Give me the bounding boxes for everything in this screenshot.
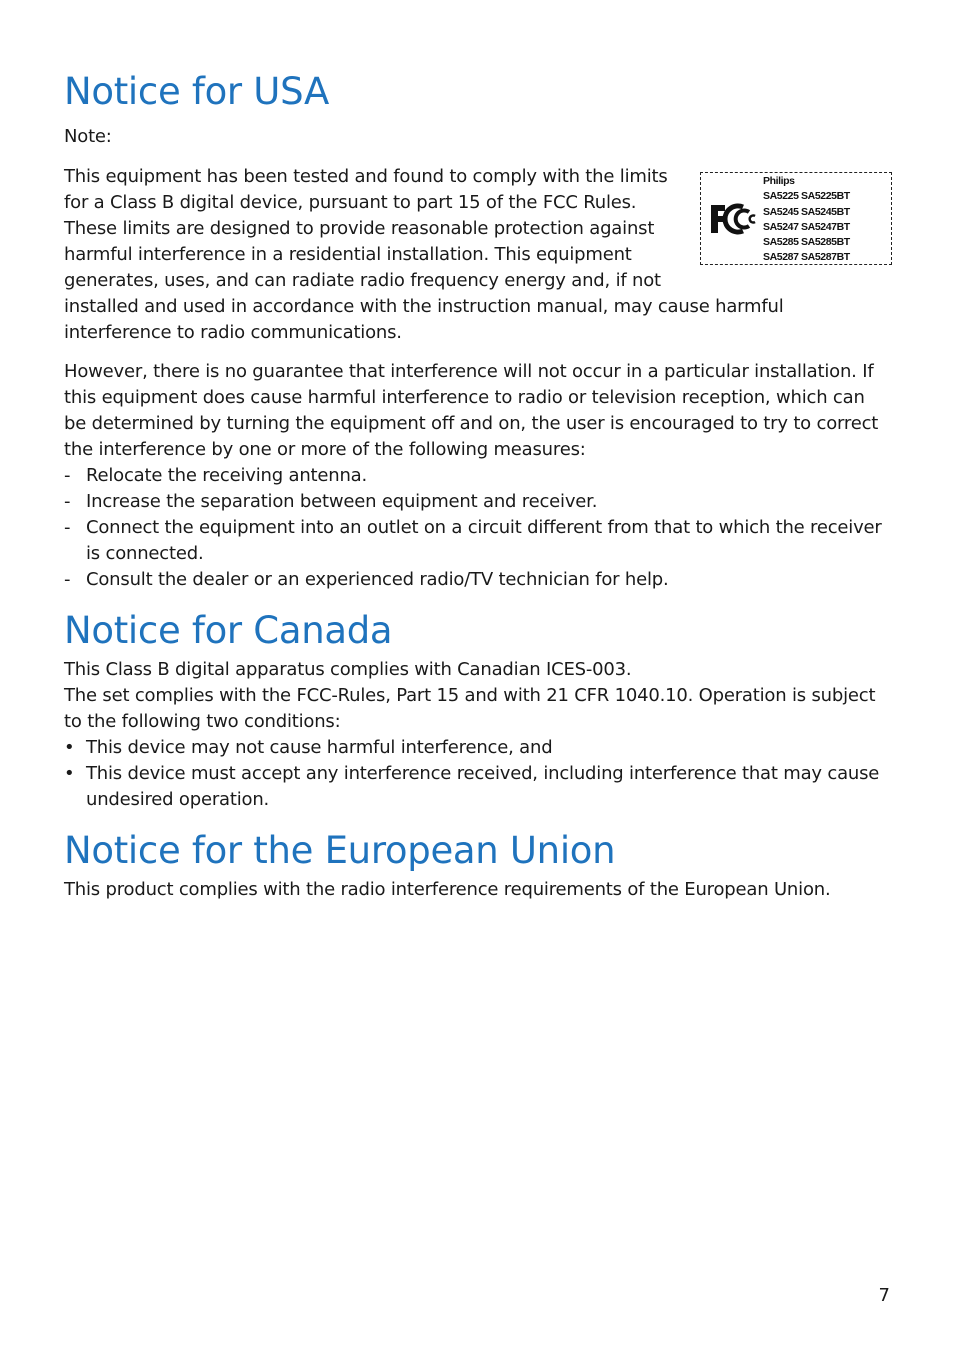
list-item: - Consult the dealer or an experienced radio/TV technician for help.: [64, 567, 890, 593]
fcc-brand: Philips: [763, 175, 795, 187]
section-usa: [64, 0, 890, 593]
list-marker: -: [64, 517, 71, 538]
fcc-logo-icon: [709, 203, 757, 235]
list-marker: -: [64, 465, 71, 486]
list-marker: -: [64, 569, 71, 590]
usa-measures-list: [64, 463, 890, 593]
list-marker: •: [64, 763, 75, 784]
fcc-model: SA5287 SA5287BT: [763, 251, 850, 264]
document-page: [64, 0, 890, 903]
fcc-label: [700, 172, 892, 265]
usa-paragraph-2: However, there is no guarantee that interference will not occur in a particular installation. If this equipment does cause harmful interference to radio or television reception, which can be determined by turning the equipment off and on, the user is encouraged to try to correct the interference by one or more of the following measures:: [64, 361, 879, 460]
eu-text: This product complies with the radio interference requirements of the European Union.: [64, 879, 831, 900]
list-item: • This device must accept any interference received, including interference that may cause undesired operation.: [64, 763, 880, 810]
fcc-model: SA5225 SA5225BT: [763, 190, 850, 203]
canada-line-2: The set complies with the FCC-Rules, Part 15 and with 21 CFR 1040.10. Operation is subject to the following two conditions:: [64, 685, 876, 732]
section-eu: [64, 829, 890, 903]
fcc-model: SA5245 SA5245BT: [763, 205, 850, 218]
list-marker: •: [64, 737, 75, 758]
section-canada: [64, 609, 890, 813]
canada-conditions-list: [64, 735, 890, 813]
heading-usa: Notice for USA: [64, 70, 329, 113]
fcc-model: SA5285 SA5285BT: [763, 236, 850, 249]
canada-line-1: This Class B digital apparatus complies with Canadian ICES-003.: [64, 659, 632, 680]
heading-canada: Notice for Canada: [64, 609, 393, 652]
list-item: - Increase the separation between equipment and receiver.: [64, 489, 890, 515]
list-item: - Connect the equipment into an outlet on a circuit different from that to which the receiver is connected.: [64, 517, 882, 564]
list-marker: -: [64, 491, 71, 512]
fcc-model: SA5247 SA5247BT: [763, 220, 850, 233]
heading-eu: Notice for the European Union: [64, 829, 616, 872]
list-item: • This device may not cause harmful interference, and: [64, 735, 890, 761]
fcc-model-list: [763, 174, 850, 266]
page-number: 7: [878, 1285, 890, 1306]
list-item: - Relocate the receiving antenna.: [64, 463, 890, 489]
note-label: Note:: [64, 126, 112, 147]
usa-paragraph-1: This equipment has been tested and found to comply with the limits for a Class B digital device, pursuant to part 15 of the FCC Rules. These limits are designed to provide reasonable protection against harmful interference in a residential installation. This equipment generates, uses, and can radiate radio frequency energy and, if not installed and used in accordance with the instruction manual, may cause harmful interference to radio communications.: [64, 166, 784, 343]
